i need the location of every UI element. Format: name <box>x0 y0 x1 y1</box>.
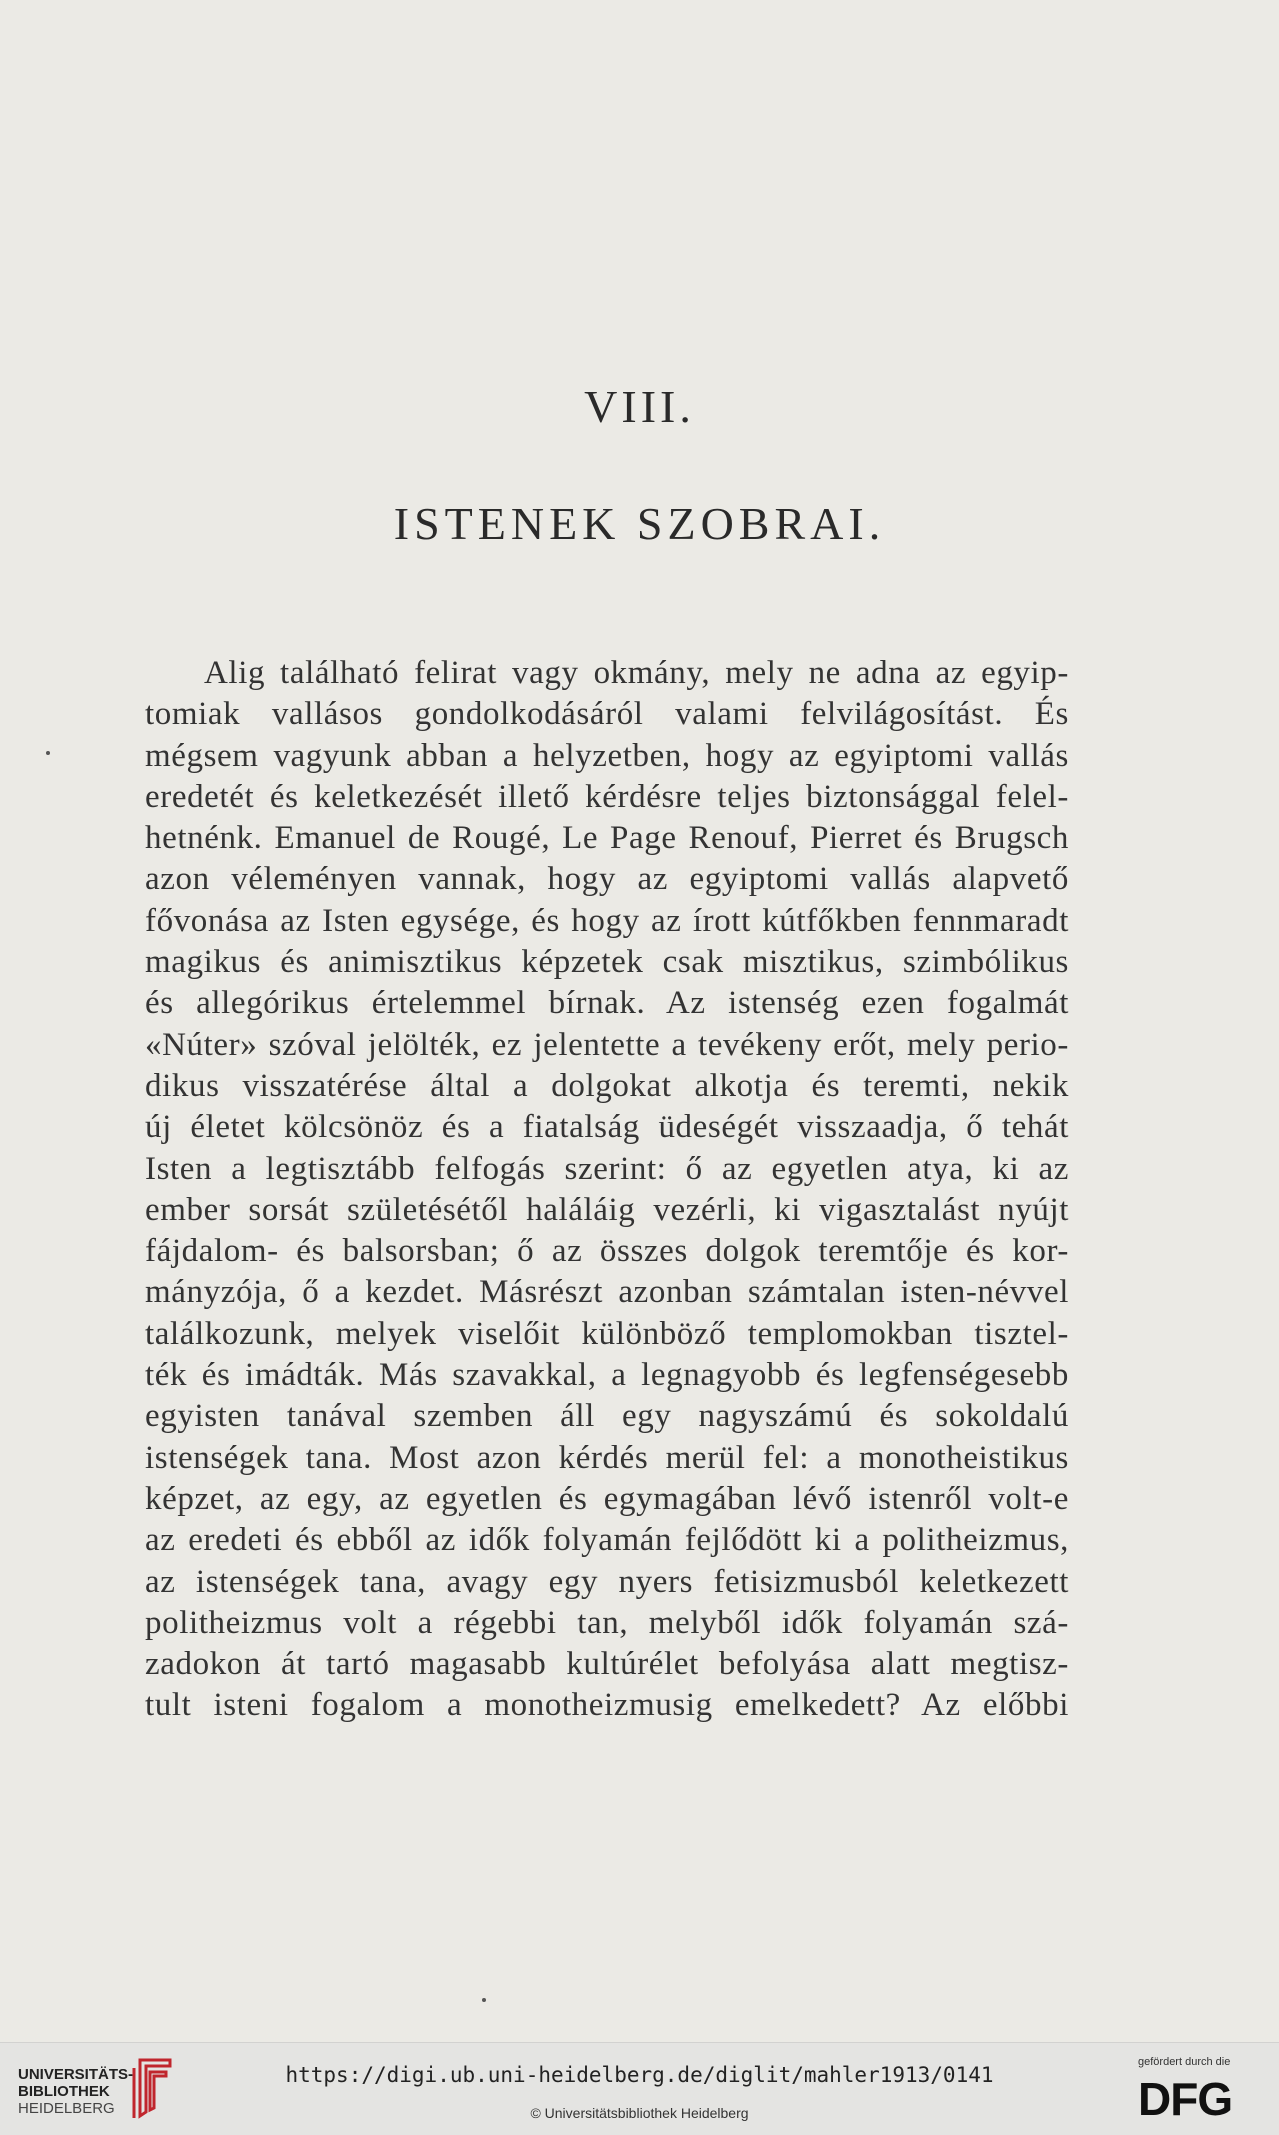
chapter-title: ISTENEK SZOBRAI. <box>393 498 886 549</box>
text-line: ember sorsát születésétől haláláig vezérli, ki vigasztalást nyújt <box>145 1191 1069 1228</box>
text-line: Isten a legtisztább felfogás szerint: ő az egyetlen atya, ki az <box>145 1150 1069 1187</box>
text-line: zadokon át tartó magasabb kultúrélet befolyása alatt megtisz- <box>145 1646 1069 1683</box>
text-line: ték és imádták. Más szavakkal, a legnagyobb és legfenségesebb <box>145 1357 1069 1394</box>
paper-speck <box>46 751 50 755</box>
text-line: tomiak vallásos gondolkodásáról valami felvilágosítást. És <box>145 696 1069 733</box>
text-line: fájdalom- és balsorsban; ő az összes dolgok teremtője és kor- <box>145 1233 1069 1270</box>
text-line: fővonása az Isten egysége, és hogy az írott kútfőkben fennmaradt <box>145 902 1069 939</box>
footer-bar <box>0 2042 1279 2135</box>
text-line: Alig található felirat vagy okmány, mely ne adna az egyip- <box>204 655 1069 691</box>
chapter-number: VIII. <box>584 381 695 432</box>
text-line: az istenségek tana, avagy egy nyers fetisizmusból keletkezett <box>145 1563 1069 1600</box>
document-url-link[interactable]: https://digi.ub.uni-heidelberg.de/diglit/mahler1913/0141 <box>285 2063 994 2087</box>
funded-by-text: gefördert durch die <box>1138 2056 1231 2068</box>
library-line: BIBLIOTHEK <box>18 2083 110 2100</box>
text-line: mégsem vagyunk abban a helyzetben, hogy az egyiptomi vallás <box>145 737 1069 774</box>
text-line: az eredeti és ebből az idők folyamán fejlődött ki a politheizmus, <box>145 1522 1069 1559</box>
text-line: dikus visszatérése által a dolgokat alkotja és teremti, nekik <box>145 1067 1069 1104</box>
text-line: azon véleményen vannak, hogy az egyiptomi vallás alapvető <box>145 861 1069 898</box>
library-line: HEIDELBERG <box>18 2100 115 2117</box>
text-line: tult isteni fogalom a monotheizmusig emelkedett? Az előbbi <box>145 1687 1069 1724</box>
text-line: eredetét és keletkezését illető kérdésre teljes biztonsággal felel- <box>145 778 1069 815</box>
text-line: hetnénk. Emanuel de Rougé, Le Page Renouf, Pierret és Brugsch <box>145 820 1069 857</box>
text-line: «Núter» szóval jelölték, ez jelentette a tevékeny erőt, mely perio- <box>145 1026 1069 1063</box>
text-line: és allegórikus értelemmel bírnak. Az istenség ezen fogalmát <box>145 985 1069 1022</box>
copyright-text: © Universitätsbibliothek Heidelberg <box>530 2105 749 2121</box>
dfg-logo: DFG <box>1138 2073 1233 2125</box>
text-line: új életet kölcsönöz és a fiatalság üdeségét visszaadja, ő tehát <box>145 1109 1069 1146</box>
text-line: magikus és animisztikus képzetek csak misztikus, szimbólikus <box>145 944 1069 981</box>
text-line: mányzója, ő a kezdet. Másrészt azonban számtalan isten-névvel <box>145 1274 1069 1311</box>
paper-speck <box>482 1998 486 2002</box>
body-text <box>145 653 1069 1727</box>
text-line: egyisten tanával szemben áll egy nagyszámú és sokoldalú <box>145 1398 1069 1435</box>
library-line: UNIVERSITÄTS- <box>18 2066 134 2083</box>
text-line: találkozunk, melyek viselőit különböző templomokban tisztel- <box>145 1315 1069 1352</box>
text-line: politheizmus volt a régebbi tan, melyből idők folyamán szá- <box>145 1604 1069 1641</box>
text-line: képzet, az egy, az egyetlen és egymagában lévő istenről volt-e <box>145 1480 1069 1517</box>
text-line: istenségek tana. Most azon kérdés merül fel: a monotheistikus <box>145 1439 1069 1476</box>
